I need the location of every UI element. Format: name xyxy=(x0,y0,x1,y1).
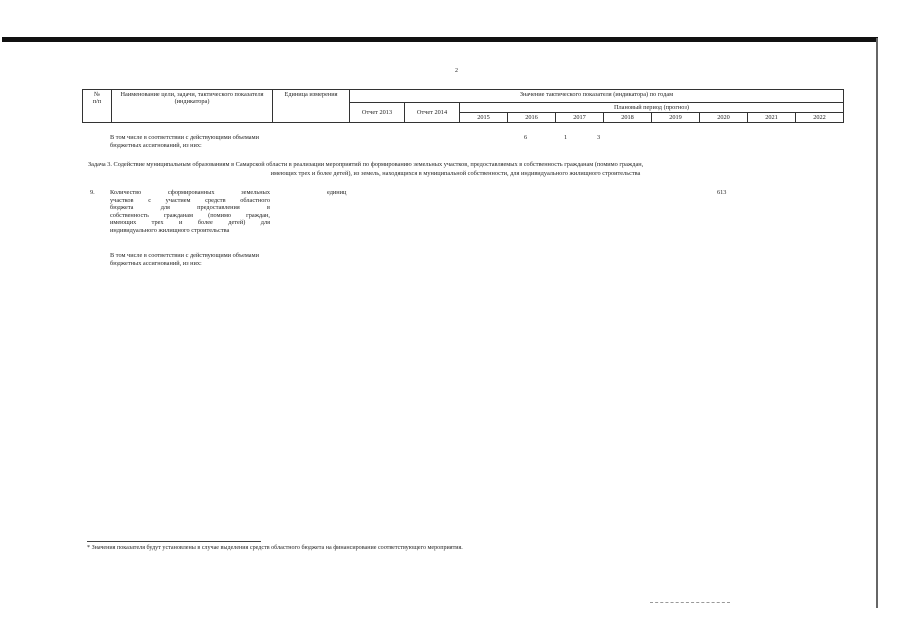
year-2022: 2022 xyxy=(796,113,844,123)
row-9-unit: единиц xyxy=(327,189,347,196)
plan-period-label: Плановый период (прогноз) xyxy=(613,104,690,111)
page-number: 2 xyxy=(455,68,458,74)
row-9-line-2: участков с участием средств областного xyxy=(110,196,270,204)
col-report-2013 xyxy=(350,103,405,123)
year-2018: 2018 xyxy=(604,113,652,123)
year-2015: 2015 xyxy=(460,113,508,123)
row-9-sub: В том числе в соответствии с действующими объемами бюджетных ассигнований, из них: xyxy=(110,252,259,267)
task-3-line-1: Задача 3. Содействие муниципальным образованиям в Самарской области в реализации мероприятий по формированию земельных участков, предоставляемых в собственность гражданам (помимо граждан, xyxy=(88,161,644,168)
report-2014-label: Отчет 2014 xyxy=(416,109,448,116)
right-edge xyxy=(876,38,878,608)
col-values xyxy=(350,90,844,103)
row-9-value: 613 xyxy=(717,189,727,196)
footnote: * Значения показателя будут установлены в случае выделения средств областного бюджета на финансирование соответствующего мероприятия. xyxy=(87,545,463,551)
footnote-separator xyxy=(87,541,261,542)
row-9-num: 9. xyxy=(90,189,95,196)
col-num-label: № п/п xyxy=(92,91,102,105)
year-2019: 2019 xyxy=(652,113,700,123)
col-plan-period xyxy=(460,103,844,113)
row-prev-2017: 1 xyxy=(564,134,568,141)
row-9-line-5: имеющих трех и более детей) для xyxy=(110,219,270,227)
bottom-mark xyxy=(650,602,730,604)
row-9-line-3: бюджета для предоставления в xyxy=(110,204,270,212)
indicator-table-header xyxy=(82,89,844,123)
row-prev-text: В том числе в соответствии с действующими объемами бюджетных ассигнований, из них: xyxy=(110,134,259,149)
col-num xyxy=(83,90,112,123)
row-9-line-4: собственность гражданам (помимо граждан, xyxy=(110,211,270,219)
year-2016: 2016 xyxy=(508,113,556,123)
row-prev-2016: 6 xyxy=(524,134,528,141)
row-9-line-1: Количество сформированных земельных xyxy=(110,189,270,196)
col-report-2014 xyxy=(405,103,460,123)
report-2013-label: Отчет 2013 xyxy=(361,109,393,116)
col-unit xyxy=(273,90,350,123)
task-3-line-2: имеющих трех и более детей), из земель, находящихся в муниципальной собственности, для индивидуального жилищного строительства xyxy=(270,170,641,177)
top-border xyxy=(2,37,878,42)
year-2021: 2021 xyxy=(748,113,796,123)
col-name xyxy=(112,90,273,123)
row-9-line-6: индивидуального жилищного строительства xyxy=(110,227,230,234)
row-prev-2018: 3 xyxy=(597,134,601,141)
col-name-label: Наименование цели, задачи, тактического показателя (индикатора) xyxy=(120,91,264,105)
col-unit-label: Единица измерения xyxy=(284,91,338,98)
year-2017: 2017 xyxy=(556,113,604,123)
year-2020: 2020 xyxy=(700,113,748,123)
col-values-label: Значение тактического показателя (индикатора) по годам xyxy=(519,91,674,98)
